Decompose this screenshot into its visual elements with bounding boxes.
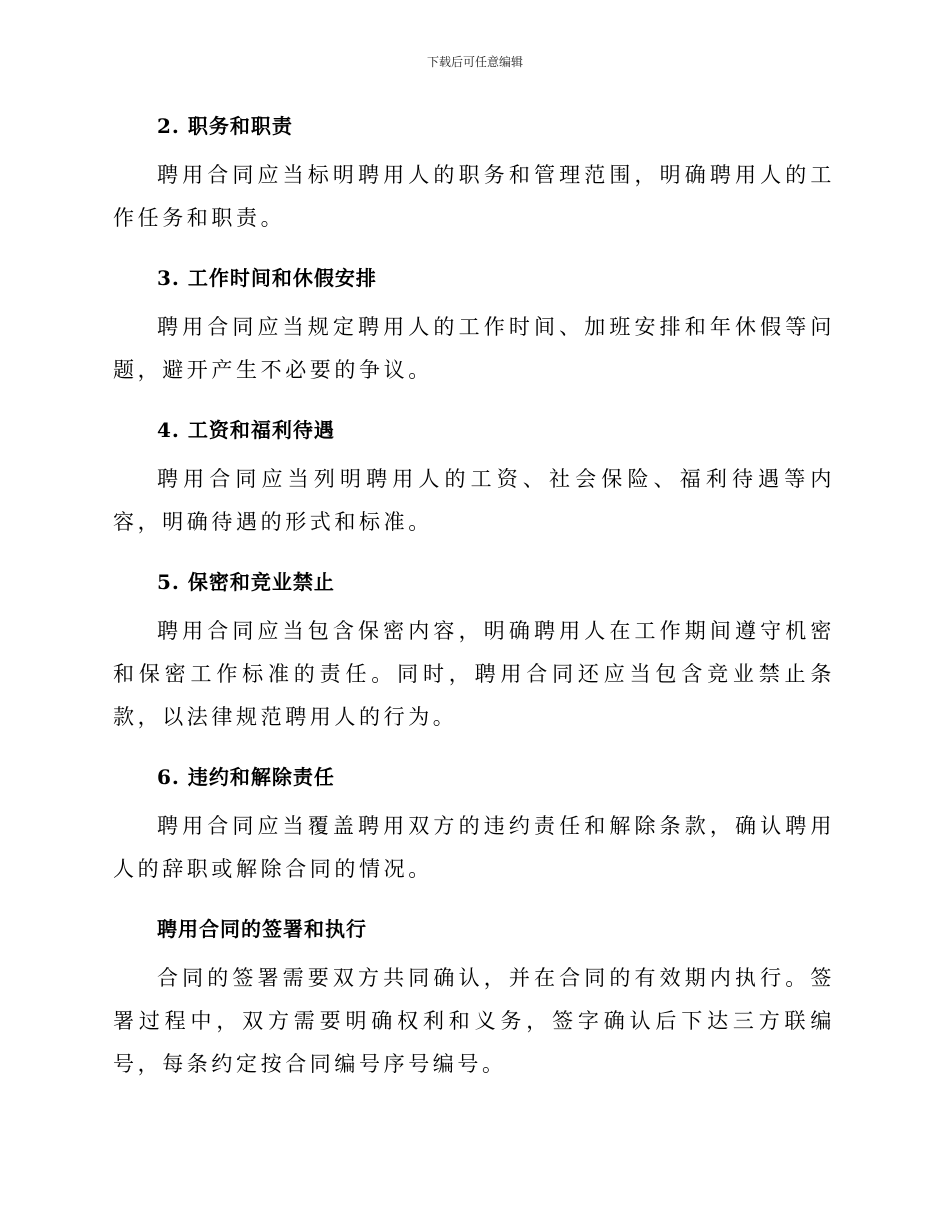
section-salary-benefits — [113, 408, 835, 560]
section-heading: 3. 工作时间和休假安排 — [157, 266, 377, 290]
section-duties — [113, 104, 835, 256]
section-paragraph: 合同的签署需要双方共同确认，并在合同的有效期内执行。签署过程中，双方需要明确权利和义务，签字确认后下达三方联编号，每条约定按合同编号序号编号。 — [113, 966, 835, 1076]
section-paragraph: 聘用合同应当标明聘用人的职务和管理范围，明确聘用人的工作任务和职责。 — [113, 163, 835, 230]
section-paragraph: 聘用合同应当包含保密内容，明确聘用人在工作期间遵守机密和保密工作标准的责任。同时，聘用合同还应当包含竞业禁止条款，以法律规范聘用人的行为。 — [113, 619, 835, 729]
section-paragraph: 聘用合同应当覆盖聘用双方的违约责任和解除条款，确认聘用人的辞职或解除合同的情况。 — [113, 814, 835, 881]
section-breach-termination — [113, 755, 835, 907]
section-paragraph: 聘用合同应当列明聘用人的工资、社会保险、福利待遇等内容，明确待遇的形式和标准。 — [113, 467, 835, 534]
section-heading: 6. 违约和解除责任 — [157, 765, 335, 789]
section-confidentiality — [113, 560, 835, 755]
section-signing-execution — [113, 907, 835, 1086]
section-paragraph: 聘用合同应当规定聘用人的工作时间、加班安排和年休假等问题，避开产生不必要的争议。 — [113, 315, 835, 382]
section-heading: 4. 工资和福利待遇 — [157, 418, 335, 442]
section-work-hours — [113, 256, 835, 408]
section-heading: 聘用合同的签署和执行 — [157, 917, 367, 941]
document-body — [113, 104, 835, 1086]
page-header: 下载后可任意编辑 — [426, 55, 523, 69]
section-heading: 2. 职务和职责 — [157, 114, 293, 138]
section-heading: 5. 保密和竞业禁止 — [157, 570, 335, 594]
